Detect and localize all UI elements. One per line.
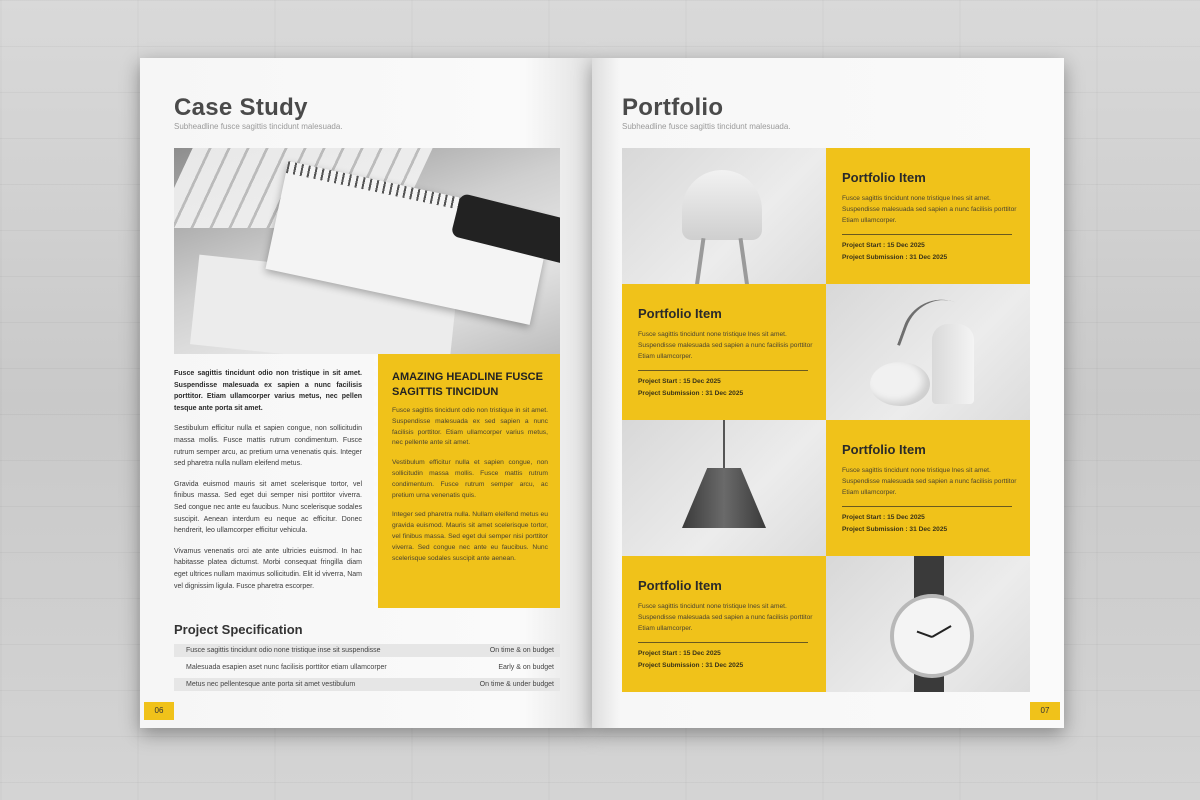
spec-value: Early & on budget	[498, 664, 554, 671]
project-start: Project Start : 15 Dec 2025	[842, 242, 925, 249]
spec-value: On time & under budget	[479, 681, 554, 688]
portfolio-item-title: Portfolio Item	[638, 578, 722, 593]
project-start: Project Start : 15 Dec 2025	[842, 514, 925, 521]
highlight-paragraph: Integer sed pharetra nulla. Nullam eleifend metus eu gravida euismod. Mauris sit amet scelerisque tortor, vel finibus massa. Sed eget dui semper nisi porttitor viverra. Sed congue nec ante eu faucibus. Nunc scelerisque sodales suscipit ante aenean.	[392, 511, 548, 562]
right-page	[592, 58, 1064, 728]
left-page	[140, 58, 592, 728]
portfolio-item	[826, 148, 1030, 284]
divider	[842, 506, 1012, 507]
portfolio-item	[826, 420, 1030, 556]
divider	[842, 234, 1012, 235]
wristwatch-image	[826, 556, 1030, 692]
spec-row	[174, 678, 560, 691]
spec-row	[174, 644, 560, 657]
project-submission: Project Submission : 31 Dec 2025	[638, 390, 744, 397]
body-paragraph: Gravida euismod mauris sit amet scelerisque tortor, vel finibus massa. Sed eget dui semper nisi porttitor viverra. Sed congue nec ante eu faucibus. Nunc scelerisque sodales suscipit. Aenean interdum eu neque ac efficitur. Donec hendrerit, leo ullamcorper efficitur vehicula.	[174, 480, 362, 535]
highlight-headline: AMAZING HEADLINE FUSCE SAGITTIS TINCIDUN	[392, 371, 543, 398]
vase-cup-image	[826, 284, 1030, 420]
portfolio-item-title: Portfolio Item	[638, 306, 722, 321]
portfolio-item-text: Fusce sagittis tincidunt none tristique lnes sit amet. Suspendisse malesuada sed sapien a nunc facilisis porttitor Etiam ullamcorper.	[842, 467, 1017, 496]
page-title: Case Study	[174, 94, 308, 121]
spec-label: Metus nec pellentesque ante porta sit amet vestibulum	[186, 681, 356, 688]
page-subheadline: Subheadline fusce sagittis tincidunt malesuada.	[622, 122, 791, 131]
portfolio-item-text: Fusce sagittis tincidunt none tristique lnes sit amet. Suspendisse malesuada sed sapien a nunc facilisis porttitor Etiam ullamcorper.	[638, 603, 813, 632]
page-title: Portfolio	[622, 94, 724, 121]
body-paragraph: Sestibulum efficitur nulla et sapien congue, non sollicitudin massa mollis. Fusce mattis rutrum condimentum. Fusce rutrum semper arcu, ac pretium urna venenatis quis. Integer sed pharetra nulla nullam eleifend metus.	[174, 425, 362, 468]
spec-label: Fusce sagittis tincidunt odio none tristique inse sit suspendisse	[186, 647, 381, 654]
divider	[638, 370, 808, 371]
divider	[638, 642, 808, 643]
chair-image	[622, 148, 826, 284]
spec-row	[174, 661, 560, 674]
project-start: Project Start : 15 Dec 2025	[638, 378, 721, 385]
portfolio-item-title: Portfolio Item	[842, 442, 926, 457]
spec-title: Project Specification	[174, 622, 303, 637]
portfolio-item	[622, 284, 826, 420]
project-submission: Project Submission : 31 Dec 2025	[842, 254, 948, 261]
page-number: 06	[144, 702, 174, 720]
project-start: Project Start : 15 Dec 2025	[638, 650, 721, 657]
project-submission: Project Submission : 31 Dec 2025	[842, 526, 948, 533]
portfolio-item-title: Portfolio Item	[842, 170, 926, 185]
page-number: 07	[1030, 702, 1060, 720]
case-study-photo	[174, 148, 560, 354]
spec-label: Malesuada esapien aset nunc facilisis porttitor etiam ullamcorper	[186, 664, 387, 671]
highlight-paragraph: Fusce sagittis tincidunt odio non tristique in sit amet. Suspendisse malesuada ex sed sapien a nunc facilisis porttitor. Etiam ullamcorper varius metus, nec pellente ante sit amet.	[392, 407, 548, 447]
body-paragraph: Vivamus venenatis orci ate ante ultricies euismod. In hac habitasse platea dictumst. Morbi consequat fringilla diam eget ultrices nullam maximus sollicitudin. Elit id viverra, Nam vel dignissim ligula. Fusce pharetra escorper.	[174, 547, 362, 590]
lead-paragraph: Fusce sagittis tincidunt odio non tristique in sit amet. Suspendisse malesuada ex sapien a nunc facilisis porttitor. Etiam ullamcorper varius metus, nec pellen tesque ante porta sit amet.	[174, 370, 362, 412]
body-column	[174, 368, 362, 601]
portfolio-item-text: Fusce sagittis tincidunt none tristique lnes sit amet. Suspendisse malesuada sed sapien a nunc facilisis porttitor Etiam ullamcorper.	[638, 331, 813, 360]
page-subheadline: Subheadline fusce sagittis tincidunt malesuada.	[174, 122, 343, 131]
highlight-paragraph: Vestibulum efficitur nulla et sapien congue, non sollicitudin massa mollis. Fusce mattis rutrum condimentum. Fusce rutrum semper arcu, ac pretium urna venenatis quis.	[392, 459, 548, 499]
highlight-text	[392, 406, 548, 573]
pendant-lamp-image	[622, 420, 826, 556]
highlight-box	[378, 354, 560, 608]
project-submission: Project Submission : 31 Dec 2025	[638, 662, 744, 669]
portfolio-item	[622, 556, 826, 692]
spec-value: On time & on budget	[489, 647, 554, 654]
portfolio-grid	[622, 148, 1030, 692]
portfolio-item-text: Fusce sagittis tincidunt none tristique lnes sit amet. Suspendisse malesuada sed sapien a nunc facilisis porttitor Etiam ullamcorper.	[842, 195, 1017, 224]
